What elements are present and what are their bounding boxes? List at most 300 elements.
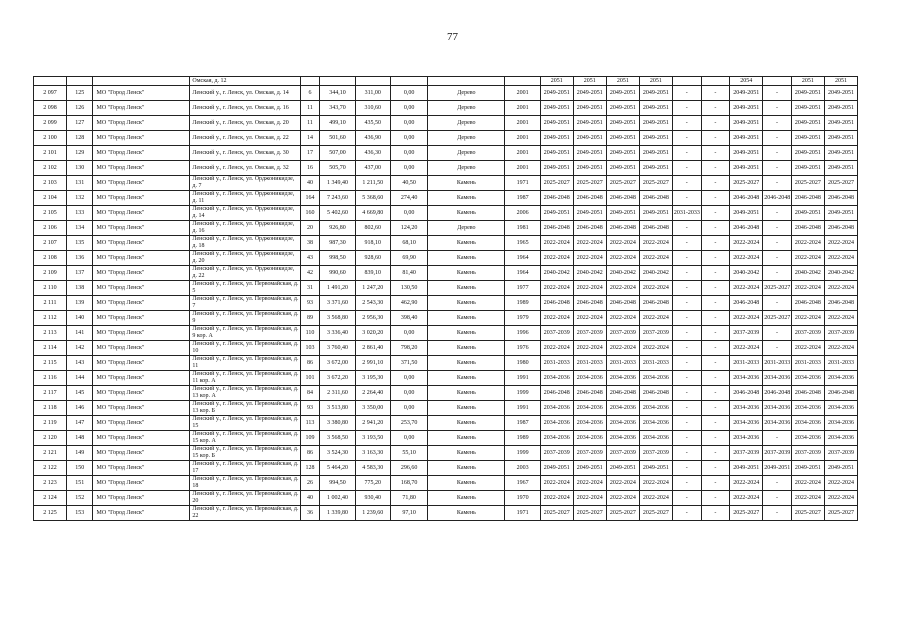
period-cell: 2049-2051 <box>824 86 857 101</box>
table-row <box>34 311 858 326</box>
period-cell: 2037-2039 <box>573 326 606 341</box>
period-cell: - <box>701 221 730 236</box>
period-cell: - <box>701 266 730 281</box>
address-cell: Ленский у., г. Ленск, ул. Орджоникидзе, д. 14 <box>190 206 300 221</box>
period-cell: 2040-2042 <box>639 266 672 281</box>
living-area-cell: 928,60 <box>355 251 390 266</box>
flats-cell: 86 <box>300 446 320 461</box>
period-cell: 2025-2027 <box>763 281 792 296</box>
period-cell: 2051 <box>573 77 606 86</box>
period-cell: 2022-2024 <box>730 311 763 326</box>
table-row <box>34 356 858 371</box>
house-id-cell: 150 <box>67 461 93 476</box>
flats-cell: 113 <box>300 416 320 431</box>
house-id-cell: 151 <box>67 476 93 491</box>
house-id-cell: 128 <box>67 131 93 146</box>
period-cell: 2034-2036 <box>730 416 763 431</box>
municipality-cell: МО "Город Ленск" <box>93 281 190 296</box>
period-cell: - <box>672 371 701 386</box>
row-number-cell: 2 098 <box>34 101 67 116</box>
year-built-cell: 1977 <box>505 281 540 296</box>
period-cell: 2022-2024 <box>730 476 763 491</box>
nonresidential-area-cell: 462,90 <box>390 296 427 311</box>
total-area-cell: 990,60 <box>320 266 355 281</box>
period-cell: 2049-2051 <box>606 131 639 146</box>
total-area-cell: 3 336,40 <box>320 326 355 341</box>
period-cell: 2022-2024 <box>824 281 857 296</box>
year-built-cell: 1991 <box>505 401 540 416</box>
nonresidential-area-cell: 71,80 <box>390 491 427 506</box>
house-id-cell: 134 <box>67 221 93 236</box>
wall-material-cell: Камень <box>428 176 505 191</box>
period-cell: - <box>763 101 792 116</box>
period-cell: 2049-2051 <box>540 206 573 221</box>
municipality-cell: МО "Город Ленск" <box>93 146 190 161</box>
living-area-cell: 2 956,30 <box>355 311 390 326</box>
flats-cell: 26 <box>300 476 320 491</box>
total-area-cell: 5 402,60 <box>320 206 355 221</box>
living-area-cell: 2 543,30 <box>355 296 390 311</box>
row-number-cell: 2 101 <box>34 146 67 161</box>
period-cell: - <box>763 116 792 131</box>
table-row <box>34 101 858 116</box>
year-built-cell: 1979 <box>505 311 540 326</box>
table-row <box>34 446 858 461</box>
nonresidential-area-cell: 253,70 <box>390 416 427 431</box>
wall-material-cell: Камень <box>428 386 505 401</box>
period-cell: - <box>763 146 792 161</box>
period-cell: 2046-2048 <box>763 191 792 206</box>
period-cell: 2022-2024 <box>639 281 672 296</box>
period-cell: 2046-2048 <box>791 221 824 236</box>
period-cell: 2022-2024 <box>540 476 573 491</box>
row-number-cell: 2 117 <box>34 386 67 401</box>
wall-material-cell: Дерево <box>428 131 505 146</box>
table-row <box>34 206 858 221</box>
period-cell: - <box>701 101 730 116</box>
address-cell: Ленский у., г. Ленск, ул. Омская, д. 30 <box>190 146 300 161</box>
period-cell: 2046-2048 <box>606 191 639 206</box>
house-id-cell: 137 <box>67 266 93 281</box>
period-cell: 2034-2036 <box>573 416 606 431</box>
period-cell: - <box>763 341 792 356</box>
house-id-cell: 126 <box>67 101 93 116</box>
wall-material-cell: Камень <box>428 266 505 281</box>
row-number-cell: 2 121 <box>34 446 67 461</box>
municipality-cell: МО "Город Ленск" <box>93 416 190 431</box>
flats-cell: 11 <box>300 116 320 131</box>
period-cell: 2049-2051 <box>791 461 824 476</box>
living-area-cell: 839,10 <box>355 266 390 281</box>
address-cell: Ленский у., г. Ленск, ул. Первомайская, д. 15 кор. Б <box>190 446 300 461</box>
house-id-cell: 148 <box>67 431 93 446</box>
period-cell: - <box>672 296 701 311</box>
living-area-cell: 435,50 <box>355 116 390 131</box>
row-number-cell: 2 116 <box>34 371 67 386</box>
period-cell: 2022-2024 <box>573 281 606 296</box>
period-cell: 2031-2033 <box>824 356 857 371</box>
period-cell: 2022-2024 <box>824 251 857 266</box>
period-cell: 2022-2024 <box>730 236 763 251</box>
period-cell: - <box>701 341 730 356</box>
period-cell: 2031-2033 <box>763 356 792 371</box>
period-cell: 2022-2024 <box>540 491 573 506</box>
total-area-cell: 507,00 <box>320 146 355 161</box>
wall-material-cell: Камень <box>428 416 505 431</box>
period-cell: 2025-2027 <box>540 176 573 191</box>
nonresidential-area-cell: 68,10 <box>390 236 427 251</box>
period-cell: 2049-2051 <box>639 116 672 131</box>
total-area-cell: 501,60 <box>320 131 355 146</box>
living-area-cell: 2 941,20 <box>355 416 390 431</box>
period-cell: 2034-2036 <box>730 431 763 446</box>
period-cell: 2049-2051 <box>824 131 857 146</box>
table-row <box>34 251 858 266</box>
house-id-cell: 152 <box>67 491 93 506</box>
period-cell: 2049-2051 <box>791 101 824 116</box>
nonresidential-area-cell: 0,00 <box>390 131 427 146</box>
period-cell: 2034-2036 <box>540 416 573 431</box>
row-number-cell: 2 112 <box>34 311 67 326</box>
period-cell: 2046-2048 <box>540 191 573 206</box>
flats-cell: 128 <box>300 461 320 476</box>
period-cell: 2046-2048 <box>639 296 672 311</box>
period-cell: 2049-2051 <box>639 206 672 221</box>
period-cell: 2049-2051 <box>606 101 639 116</box>
municipality-cell: МО "Город Ленск" <box>93 86 190 101</box>
period-cell: 2046-2048 <box>824 221 857 236</box>
period-cell: - <box>763 431 792 446</box>
period-cell: 2022-2024 <box>606 476 639 491</box>
period-cell: 2022-2024 <box>824 476 857 491</box>
period-cell: - <box>701 416 730 431</box>
period-cell: 2049-2051 <box>639 461 672 476</box>
house-id-cell: 149 <box>67 446 93 461</box>
total-area-cell: 343,70 <box>320 101 355 116</box>
living-area-cell: 775,20 <box>355 476 390 491</box>
house-id-cell: 145 <box>67 386 93 401</box>
period-cell: 2034-2036 <box>824 431 857 446</box>
period-cell: - <box>672 131 701 146</box>
nonresidential-area-cell: 97,10 <box>390 506 427 521</box>
municipality-cell: МО "Город Ленск" <box>93 191 190 206</box>
period-cell: 2022-2024 <box>639 236 672 251</box>
period-cell: - <box>672 101 701 116</box>
period-cell: - <box>672 446 701 461</box>
page-number: 77 <box>447 31 458 43</box>
wall-material-cell: Дерево <box>428 146 505 161</box>
year-built-cell: 1999 <box>505 446 540 461</box>
municipality-cell: МО "Город Ленск" <box>93 341 190 356</box>
flats-cell: 160 <box>300 206 320 221</box>
nonresidential-area-cell: 0,00 <box>390 401 427 416</box>
nonresidential-area-cell: 168,70 <box>390 476 427 491</box>
table-row <box>34 296 858 311</box>
flats-cell: 38 <box>300 236 320 251</box>
period-cell: 2025-2027 <box>791 176 824 191</box>
period-cell: 2025-2027 <box>730 176 763 191</box>
period-cell: 2049-2051 <box>730 101 763 116</box>
year-built-cell: 1981 <box>505 221 540 236</box>
period-cell: 2049-2051 <box>606 146 639 161</box>
period-cell: 2034-2036 <box>763 401 792 416</box>
table-row <box>34 386 858 401</box>
house-id-cell: 129 <box>67 146 93 161</box>
period-cell: 2022-2024 <box>606 341 639 356</box>
living-area-cell: 3 163,30 <box>355 446 390 461</box>
period-cell: 2049-2051 <box>730 131 763 146</box>
period-cell: - <box>672 506 701 521</box>
house-id-cell: 143 <box>67 356 93 371</box>
period-cell: - <box>701 311 730 326</box>
municipality-cell: МО "Город Ленск" <box>93 206 190 221</box>
period-cell: - <box>672 191 701 206</box>
flats-cell: 40 <box>300 176 320 191</box>
flats-cell: 93 <box>300 296 320 311</box>
living-area-cell: 3 193,50 <box>355 431 390 446</box>
nonresidential-area-cell: 81,40 <box>390 266 427 281</box>
living-area-cell: 1 211,50 <box>355 176 390 191</box>
period-cell: 2049-2051 <box>791 146 824 161</box>
year-built-cell: 2003 <box>505 461 540 476</box>
table-row <box>34 341 858 356</box>
total-area-cell: 1 339,80 <box>320 506 355 521</box>
flats-cell: 14 <box>300 131 320 146</box>
period-cell: 2040-2042 <box>606 266 639 281</box>
period-cell: 2049-2051 <box>573 206 606 221</box>
period-cell: 2031-2033 <box>639 356 672 371</box>
flats-cell: 89 <box>300 311 320 326</box>
period-cell: 2025-2027 <box>606 506 639 521</box>
living-area-cell: 437,00 <box>355 161 390 176</box>
year-built-cell: 1967 <box>505 476 540 491</box>
table-row <box>34 416 858 431</box>
nonresidential-area-cell: 798,20 <box>390 341 427 356</box>
period-cell: 2046-2048 <box>824 386 857 401</box>
row-number-cell: 2 125 <box>34 506 67 521</box>
flats-cell: 42 <box>300 266 320 281</box>
municipality-cell: МО "Город Ленск" <box>93 251 190 266</box>
nonresidential-area-cell: 0,00 <box>390 371 427 386</box>
period-cell: 2051 <box>791 77 824 86</box>
period-cell: 2049-2051 <box>639 161 672 176</box>
period-cell: 2025-2027 <box>540 506 573 521</box>
period-cell: 2022-2024 <box>639 341 672 356</box>
period-cell: 2049-2051 <box>639 146 672 161</box>
wall-material-cell: Камень <box>428 506 505 521</box>
period-cell: 2049-2051 <box>791 86 824 101</box>
period-cell: - <box>672 251 701 266</box>
period-cell: - <box>672 161 701 176</box>
total-area-cell: 1 491,20 <box>320 281 355 296</box>
period-cell: - <box>763 251 792 266</box>
period-cell: 2049-2051 <box>824 101 857 116</box>
house-id-cell: 127 <box>67 116 93 131</box>
period-cell: 2034-2036 <box>639 431 672 446</box>
year-built-cell: 1976 <box>505 341 540 356</box>
period-cell: 2022-2024 <box>730 491 763 506</box>
living-area-cell: 2 991,10 <box>355 356 390 371</box>
period-cell: 2049-2051 <box>606 206 639 221</box>
period-cell: 2049-2051 <box>540 131 573 146</box>
living-area-cell: 802,60 <box>355 221 390 236</box>
period-cell: 2037-2039 <box>606 446 639 461</box>
period-cell: 2025-2027 <box>639 506 672 521</box>
living-area-cell: 4 583,30 <box>355 461 390 476</box>
period-cell: 2025-2027 <box>730 506 763 521</box>
wall-material-cell: Камень <box>428 491 505 506</box>
period-cell: - <box>701 206 730 221</box>
period-cell: 2037-2039 <box>639 446 672 461</box>
municipality-cell: МО "Город Ленск" <box>93 386 190 401</box>
period-cell: 2034-2036 <box>639 371 672 386</box>
period-cell: - <box>701 176 730 191</box>
wall-material-cell: Дерево <box>428 86 505 101</box>
period-cell: - <box>701 131 730 146</box>
period-cell: 2022-2024 <box>791 476 824 491</box>
period-cell: 2049-2051 <box>540 146 573 161</box>
period-cell: - <box>701 476 730 491</box>
period-cell: 2022-2024 <box>730 341 763 356</box>
period-cell: 2034-2036 <box>763 371 792 386</box>
table-row <box>34 236 858 251</box>
table-row <box>34 476 858 491</box>
period-cell: 2049-2051 <box>730 461 763 476</box>
flats-cell: 11 <box>300 101 320 116</box>
living-area-cell: 3 195,30 <box>355 371 390 386</box>
period-cell: 2051 <box>639 77 672 86</box>
period-cell: 2034-2036 <box>791 401 824 416</box>
total-area-cell: 3 568,50 <box>320 431 355 446</box>
address-cell: Ленский у., г. Ленск, ул. Орджоникидзе, д. 16 <box>190 221 300 236</box>
house-id-cell: 146 <box>67 401 93 416</box>
period-cell: 2034-2036 <box>730 401 763 416</box>
row-number-cell: 2 113 <box>34 326 67 341</box>
period-cell: 2034-2036 <box>573 431 606 446</box>
housing-table <box>33 76 858 521</box>
wall-material-cell: Дерево <box>428 116 505 131</box>
period-cell: 2025-2027 <box>639 176 672 191</box>
municipality-cell: МО "Город Ленск" <box>93 491 190 506</box>
period-cell: - <box>763 266 792 281</box>
row-number-cell: 2 106 <box>34 221 67 236</box>
total-area-cell: 505,70 <box>320 161 355 176</box>
period-cell: - <box>763 476 792 491</box>
period-cell: 2034-2036 <box>763 416 792 431</box>
wall-material-cell: Камень <box>428 431 505 446</box>
period-cell: 2046-2048 <box>639 221 672 236</box>
house-id-cell: 138 <box>67 281 93 296</box>
address-cell: Ленский у., г. Ленск, ул. Первомайская, д. 20 <box>190 491 300 506</box>
table-row <box>34 506 858 521</box>
period-cell: 2022-2024 <box>540 281 573 296</box>
period-cell: 2046-2048 <box>639 386 672 401</box>
period-cell: 2049-2051 <box>824 161 857 176</box>
period-cell: - <box>672 491 701 506</box>
living-area-cell: 310,60 <box>355 101 390 116</box>
period-cell: 2022-2024 <box>573 251 606 266</box>
period-cell: - <box>701 191 730 206</box>
period-cell: 2022-2024 <box>573 311 606 326</box>
period-cell: 2037-2039 <box>639 326 672 341</box>
period-cell: 2046-2048 <box>540 296 573 311</box>
nonresidential-area-cell: 130,50 <box>390 281 427 296</box>
period-cell: - <box>763 236 792 251</box>
period-cell: 2046-2048 <box>763 386 792 401</box>
period-cell: 2031-2033 <box>540 356 573 371</box>
year-built-cell: 1987 <box>505 191 540 206</box>
period-cell: 2022-2024 <box>791 311 824 326</box>
address-cell: Ленский у., г. Ленск, ул. Первомайская, д. 15 <box>190 416 300 431</box>
address-cell: Ленский у., г. Ленск, ул. Первомайская, д. 9 <box>190 311 300 326</box>
row-number-cell: 2 123 <box>34 476 67 491</box>
period-cell: 2022-2024 <box>639 251 672 266</box>
municipality-cell: МО "Город Ленск" <box>93 476 190 491</box>
period-cell: 2022-2024 <box>824 341 857 356</box>
row-number-cell: 2 105 <box>34 206 67 221</box>
period-cell: 2022-2024 <box>573 476 606 491</box>
year-built-cell: 1964 <box>505 266 540 281</box>
period-cell: 2022-2024 <box>540 311 573 326</box>
period-cell: - <box>701 401 730 416</box>
table-row <box>34 116 858 131</box>
nonresidential-area-cell: 0,00 <box>390 326 427 341</box>
period-cell: 2034-2036 <box>606 371 639 386</box>
municipality-cell: МО "Город Ленск" <box>93 296 190 311</box>
period-cell: - <box>763 326 792 341</box>
period-cell: 2049-2051 <box>730 146 763 161</box>
period-cell: 2022-2024 <box>606 236 639 251</box>
municipality-cell: МО "Город Ленск" <box>93 431 190 446</box>
flats-cell: 164 <box>300 191 320 206</box>
address-cell: Ленский у., г. Ленск, ул. Первомайская, д. 15 кор. А <box>190 431 300 446</box>
row-number-cell: 2 100 <box>34 131 67 146</box>
house-id-cell: 140 <box>67 311 93 326</box>
municipality-cell: МО "Город Ленск" <box>93 161 190 176</box>
living-area-cell: 2 264,40 <box>355 386 390 401</box>
period-cell: 2049-2051 <box>573 161 606 176</box>
period-cell: 2049-2051 <box>573 116 606 131</box>
house-id-cell: 131 <box>67 176 93 191</box>
period-cell: 2022-2024 <box>791 281 824 296</box>
period-cell: - <box>672 236 701 251</box>
total-area-cell: 926,80 <box>320 221 355 236</box>
period-cell: - <box>763 161 792 176</box>
period-cell: 2034-2036 <box>573 401 606 416</box>
period-cell: - <box>701 86 730 101</box>
table-row <box>34 266 858 281</box>
address-cell: Ленский у., г. Ленск, ул. Орджоникидзе, д. 7 <box>190 176 300 191</box>
table-row <box>34 401 858 416</box>
living-area-cell: 1 247,20 <box>355 281 390 296</box>
period-cell: 2022-2024 <box>824 236 857 251</box>
period-cell: 2046-2048 <box>730 191 763 206</box>
period-cell: 2031-2033 <box>573 356 606 371</box>
address-cell: Ленский у., г. Ленск, ул. Орджоникидзе, д. 11 <box>190 191 300 206</box>
period-cell: 2025-2027 <box>824 176 857 191</box>
wall-material-cell: Камень <box>428 401 505 416</box>
period-cell: - <box>763 506 792 521</box>
flats-cell: 84 <box>300 386 320 401</box>
period-cell: 2049-2051 <box>573 146 606 161</box>
period-cell: - <box>763 86 792 101</box>
year-built-cell: 1989 <box>505 431 540 446</box>
total-area-cell: 3 371,60 <box>320 296 355 311</box>
period-cell: 2049-2051 <box>824 206 857 221</box>
period-cell: 2040-2042 <box>730 266 763 281</box>
total-area-cell: 3 672,20 <box>320 371 355 386</box>
period-cell: 2049-2051 <box>791 116 824 131</box>
